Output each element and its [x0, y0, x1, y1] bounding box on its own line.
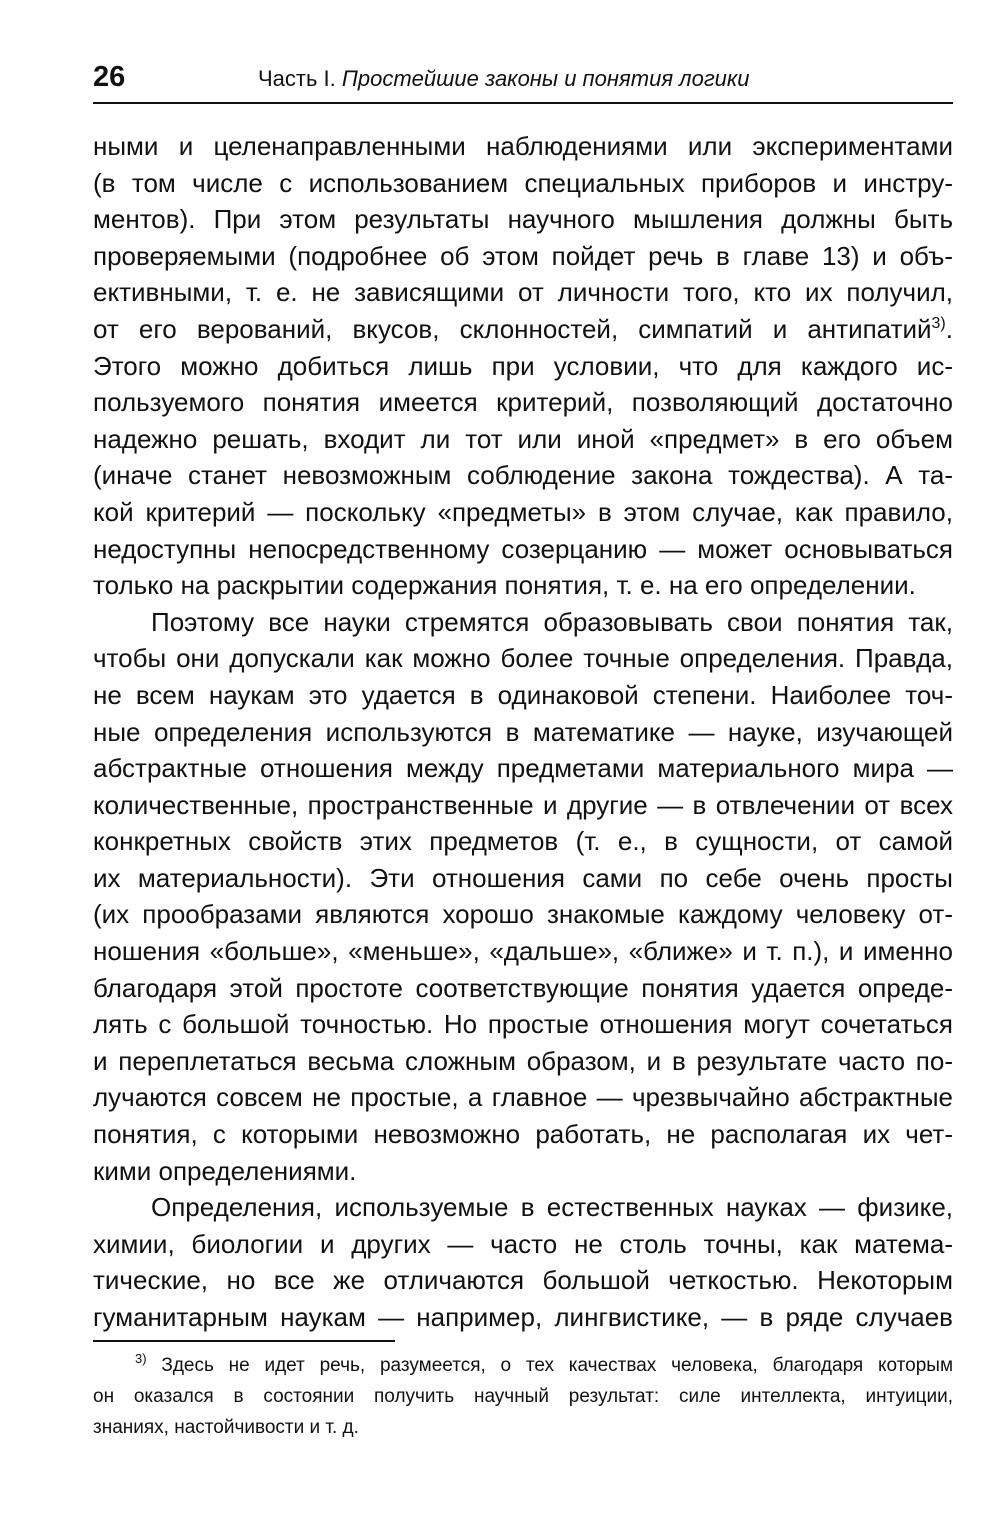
text-line: лять с большой точностью. Но простые отношения могут сочетаться [93, 1009, 953, 1040]
text-line: пользуемого понятия имеется критерий, позволяющий достаточно [93, 387, 953, 418]
footnote-line: знаниях, настойчивости и т. д. [93, 1417, 359, 1438]
text-line: лучаются совсем не простые, а главное — чрезвычайно абстрактные [93, 1082, 953, 1113]
text-line: не всем наукам это удается в одинаковой степени. Наиболее точ- [93, 679, 953, 710]
text-line: Этого можно добиться лишь при условии, что для каждого ис- [93, 350, 953, 381]
footnote-line-text: Здесь не идет речь, разумеется, о тех качествах человека, благодаря которым [161, 1355, 954, 1376]
text-line-content: от его верований, вкусов, склонностей, симпатий и антипатий [93, 313, 932, 344]
text-line: ективными, т. е. не зависящими от личности того, кто их получил, [93, 277, 953, 308]
text-line: благодаря этой простоте соответствующие понятия удается опреде- [93, 972, 953, 1003]
page-number: 26 [93, 61, 126, 93]
text-line: Определения, используемые в естественных науках — физике, [151, 1192, 953, 1223]
text-line: (их прообразами являются хорошо знакомые каждому человеку от- [93, 899, 953, 930]
text-line: чтобы они допускали как можно более точные определения. Правда, [93, 643, 953, 674]
text-line: ные определения используются в математике — науке, изучающей [93, 716, 953, 747]
part-label: Часть I. [258, 66, 336, 91]
text-line: конкретных свойств этих предметов (т. е., в сущности, от самой [93, 826, 953, 857]
text-line: (иначе станет невозможным соблюдение закона тождества). А та- [93, 460, 953, 491]
text-line: и переплетаться весьма сложным образом, и в результате часто по- [93, 1045, 953, 1076]
footnote-reference: 3) [931, 314, 946, 332]
text-line: кой критерий — поскольку «предметы» в этом случае, как правило, [93, 496, 953, 527]
footnote-divider [93, 1340, 395, 1342]
text-line: химии, биологии и других — часто не столь точны, как матема- [93, 1228, 953, 1259]
part-title: Простейшие законы и понятия логики [341, 66, 750, 91]
text-line: только на раскрытии содержания понятия, т. е. на его определении. [93, 570, 916, 601]
text-line: количественные, пространственные и другие — в отвлечении от всех [93, 789, 953, 820]
footnote-ref-tail: . [945, 313, 953, 344]
footnote-marker: 3) [135, 1351, 147, 1366]
footnote [93, 1350, 953, 1443]
text-line: их материальности). Эти отношения сами по себе очень просты [93, 862, 953, 893]
footnote-line: он оказался в состоянии получить научный результат: силе интеллекта, интуиции, [93, 1386, 953, 1407]
text-line: ными и целенаправленными наблюдениями или экспериментами [93, 131, 953, 161]
footnote-line [93, 1350, 953, 1381]
text-line: тические, но все же отличаются большой четкостью. Некоторым [93, 1265, 953, 1296]
text-line: проверяемыми (подробнее об этом пойдет речь в главе 13) и объ- [93, 240, 953, 271]
text-line: ментов). При этом результаты научного мышления должны быть [93, 204, 953, 235]
text-line: гуманитарным наукам — например, лингвистике, — в ряде случаев [93, 1302, 953, 1332]
text-line: надежно решать, входит ли тот или иной «предмет» в его объем [93, 423, 953, 454]
text-line: (в том числе с использованием специальных приборов и инстру- [93, 167, 953, 198]
main-text [93, 128, 953, 1336]
running-header [93, 58, 953, 104]
text-line: Поэтому все науки стремятся образовывать свои понятия так, [151, 606, 953, 637]
text-line: ношения «больше», «меньше», «дальше», «ближе» и т. п.), и именно [93, 936, 953, 967]
text-line: понятия, с которыми невозможно работать, не располагая их чет- [93, 1119, 953, 1150]
text-line: недоступны непосредственному созерцанию — может основываться [93, 533, 953, 564]
text-line: кими определениями. [93, 1155, 357, 1186]
text-line: абстрактные отношения между предметами материального мира — [93, 753, 953, 784]
text-line-with-footnote-ref [93, 311, 953, 348]
running-head [258, 64, 750, 94]
